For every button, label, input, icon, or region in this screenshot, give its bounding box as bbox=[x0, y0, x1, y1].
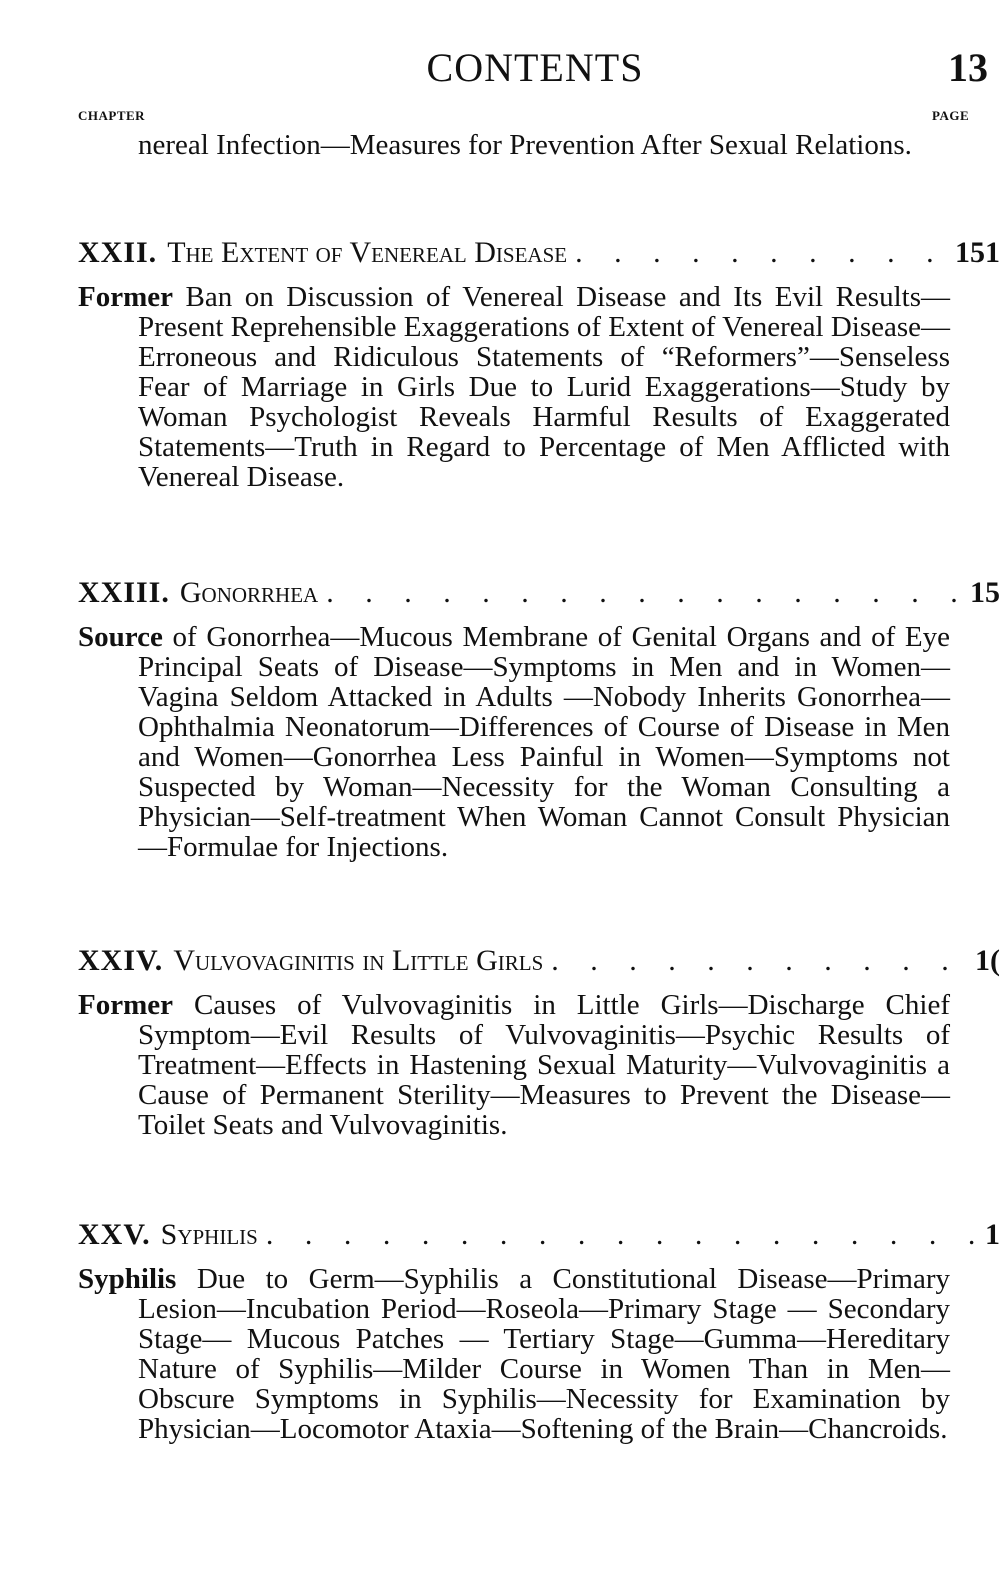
summary-text: Ban on Discussion of Venereal Disease and Its Evil Results—Present Reprehensible Exaggerations of Extent of Venereal Disease—Erroneous and Ridiculous Statements of “Reformers”—Senseless Fear of Marriage in Girls Due to Lurid Exaggerations—Study by Woman Psychologist Reveals Harmful Results of Exaggerated Statements—Truth in Regard to Percentage of Men Afflicted with Venereal Disease. bbox=[138, 281, 950, 493]
chapter-number: XXIV. bbox=[78, 944, 164, 977]
summary-lead-word: Former bbox=[78, 989, 173, 1021]
chapter-number: XXV. bbox=[78, 1218, 151, 1251]
summary-lead-word: Source bbox=[78, 621, 163, 653]
chapter-entry bbox=[78, 1218, 1000, 1444]
chapter-title: Vulvovaginitis in Little Girls bbox=[173, 944, 544, 977]
chapter-page: 151 bbox=[955, 236, 1000, 269]
dot-leader bbox=[266, 1218, 979, 1252]
running-title: CONTENTS bbox=[426, 45, 644, 90]
summary-text: Causes of Vulvovaginitis in Little Girls—Discharge Chief Symptom—Evil Results of Vulvovaginitis—Psychic Results of Treatment—Effects in Hastening Sexual Maturity—Vulvovaginitis a Cause of Permanent Sterility—Measures to Prevent the Disease—Toilet Seats and Vulvovaginitis. bbox=[138, 989, 950, 1141]
chapter-page: 15 bbox=[970, 576, 1000, 609]
chapter-entry bbox=[78, 944, 1000, 1140]
chapter-heading bbox=[78, 576, 1000, 610]
chapter-entry bbox=[78, 576, 1000, 862]
dot-leader bbox=[326, 576, 964, 610]
chapter-heading bbox=[78, 1218, 1000, 1252]
dot-leader bbox=[575, 236, 949, 270]
chapter-heading bbox=[78, 944, 1000, 978]
chapter-page: 1 bbox=[985, 1218, 1000, 1251]
chapter-summary bbox=[78, 990, 950, 1140]
chapter-title: The Extent of Venereal Disease bbox=[167, 236, 568, 269]
page-column-label: PAGE bbox=[932, 108, 970, 123]
chapter-number: XXII. bbox=[78, 236, 158, 269]
continued-summary: nereal Infection—Measures for Prevention After Sexual Relations. bbox=[138, 129, 912, 161]
summary-lead-word: Former bbox=[78, 281, 173, 313]
summary-text: Due to Germ—Syphilis a Constitutional Disease—Primary Lesion—Incubation Period—Roseola—Primary Stage — Secondary Stage— Mucous Patches — Tertiary Stage—Gumma—Hereditary Nature of Syphilis—Milder Course in Women Than in Men—Obscure Symptoms in Syphilis—Necessity for Examination by Physician—Locomotor Ataxia—Softening of the Brain—Chancroids. bbox=[138, 1263, 950, 1445]
summary-lead-word: Syphilis bbox=[78, 1263, 177, 1295]
chapter-summary bbox=[78, 622, 950, 862]
chapter-heading bbox=[78, 236, 1000, 270]
summary-text: of Gonorrhea—Mucous Membrane of Genital Organs and of Eye Principal Seats of Disease—Symptoms in Men and in Women—Vagina Seldom Attacked in Adults —Nobody Inherits Gonorrhea—Ophthalmia Neonatorum—Differences of Course of Disease in Men and Women—Gonorrhea Less Painful in Women—Symptoms not Suspected by Woman—Necessity for the Woman Consulting a Physician—Self-treatment When Woman Cannot Consult Physician—Formulae for Injections. bbox=[138, 621, 950, 863]
dot-leader bbox=[551, 944, 969, 978]
chapter-summary bbox=[78, 1264, 950, 1444]
chapter-title: Gonorrhea bbox=[179, 576, 319, 609]
chapter-number: XXIII. bbox=[78, 576, 170, 609]
chapter-title: Syphilis bbox=[160, 1218, 258, 1251]
page-number: 13 bbox=[948, 45, 988, 90]
chapter-page: 1( bbox=[975, 944, 1000, 977]
chapter-column-label: CHAPTER bbox=[78, 108, 146, 123]
chapter-entry bbox=[78, 236, 1000, 492]
chapter-summary bbox=[78, 282, 950, 492]
